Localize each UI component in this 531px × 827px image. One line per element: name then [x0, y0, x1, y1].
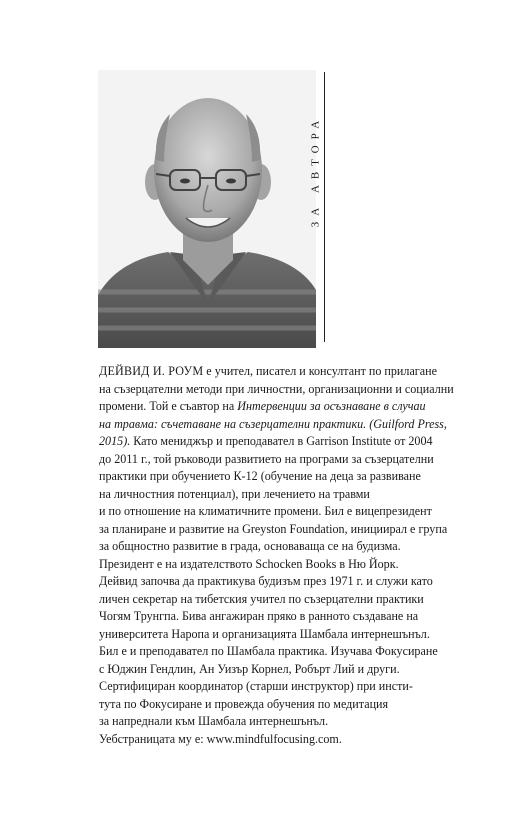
bio-text: и по отношение на климатичните промени. Бил е вицепрезидент: [99, 504, 432, 518]
bio-text: университета Наропа и организацията Шамбала интернешънъл.: [99, 626, 430, 641]
bio-text: на личностния потенциал), при лечението на травми: [99, 486, 370, 501]
bio-line: [99, 713, 439, 731]
bio-line: [99, 381, 454, 399]
bio-text: Сертифициран координатор (старши инструктор) при инсти-: [99, 679, 413, 693]
bio-line: [99, 556, 439, 574]
bio-line: [99, 433, 439, 451]
bio-text: личен секретар на тибетския учител по съзерцателни практики: [99, 591, 424, 606]
bio-text: Уебстраницата му е: www.mindfulfocusing.com.: [99, 731, 342, 746]
bio-line: [99, 468, 439, 486]
bio-text: за планиране и развитие на Greyston Foundation, инициирал е група: [99, 521, 448, 536]
bio-line: [99, 398, 439, 416]
bio-text: за общностно развитие в града, основаваща се на будизма.: [99, 539, 401, 553]
bio-text: Бил е и преподавател по Шамбала практика. Изучава Фокусиране: [99, 644, 438, 658]
bio-text: до 2011 г., той ръководи развитието на програми за съзерцателни: [99, 451, 434, 466]
bio-line: [99, 678, 439, 696]
bio-line: [99, 731, 439, 749]
bio-line: [99, 451, 439, 469]
bio-text: на съзерцателни методи при личностни, организационни и социални: [99, 381, 454, 396]
bio-text: на травма: съчетаване на съзерцателни практики. (Guilford Press,: [99, 416, 447, 431]
bio-line: [99, 573, 439, 591]
author-photo: [98, 70, 316, 348]
bio-text: за напреднали към Шамбала интернешънъл.: [99, 714, 329, 728]
bio-line: [99, 363, 439, 381]
bio-text: 2015).: [99, 434, 131, 448]
bio-line: [99, 486, 439, 504]
bio-text: Президент е на издателството Schocken Books в Ню Йорк.: [99, 556, 399, 571]
bio-line: [99, 661, 439, 679]
bio-text: практики при обучението К-12 (обучение на деца за развиване: [99, 469, 421, 483]
bio-text: тута по Фокусиране и провежда обучения по медитация: [99, 696, 389, 711]
bio-line: [99, 538, 439, 556]
bio-text: Чогям Трунгпа. Бива ангажиран пряко в ранното създаване на: [99, 609, 419, 623]
bio-line: [99, 643, 439, 661]
bio-line: [99, 608, 439, 626]
bio-line: [99, 416, 447, 434]
bio-text: с Юджин Гендлин, Ан Уизър Корнел, Робърт Лий и други.: [99, 661, 400, 676]
bio-line: [99, 503, 439, 521]
section-heading-text: ЗА АВТОРА: [309, 114, 322, 228]
bio-text: е учител, писател и консултант по прилагане: [203, 364, 437, 378]
section-heading: [310, 96, 320, 246]
author-biography: [99, 363, 454, 748]
bio-text: Интервенции за осъзнаване в случаи: [237, 399, 426, 413]
bio-line: [99, 696, 439, 714]
bio-line: [99, 626, 439, 644]
bio-text: Дейвид започва да практикува будизъм през 1971 г. и служи като: [99, 574, 433, 588]
vertical-rule: [324, 72, 325, 342]
bio-line: [99, 521, 448, 539]
bio-line: [99, 591, 439, 609]
author-name: ДЕЙВИД И. РОУМ: [99, 364, 204, 378]
bio-text: промени. Той е съавтор на: [99, 399, 238, 413]
bio-text: Като мениджър и преподавател в Garrison Institute от 2004: [130, 434, 433, 448]
